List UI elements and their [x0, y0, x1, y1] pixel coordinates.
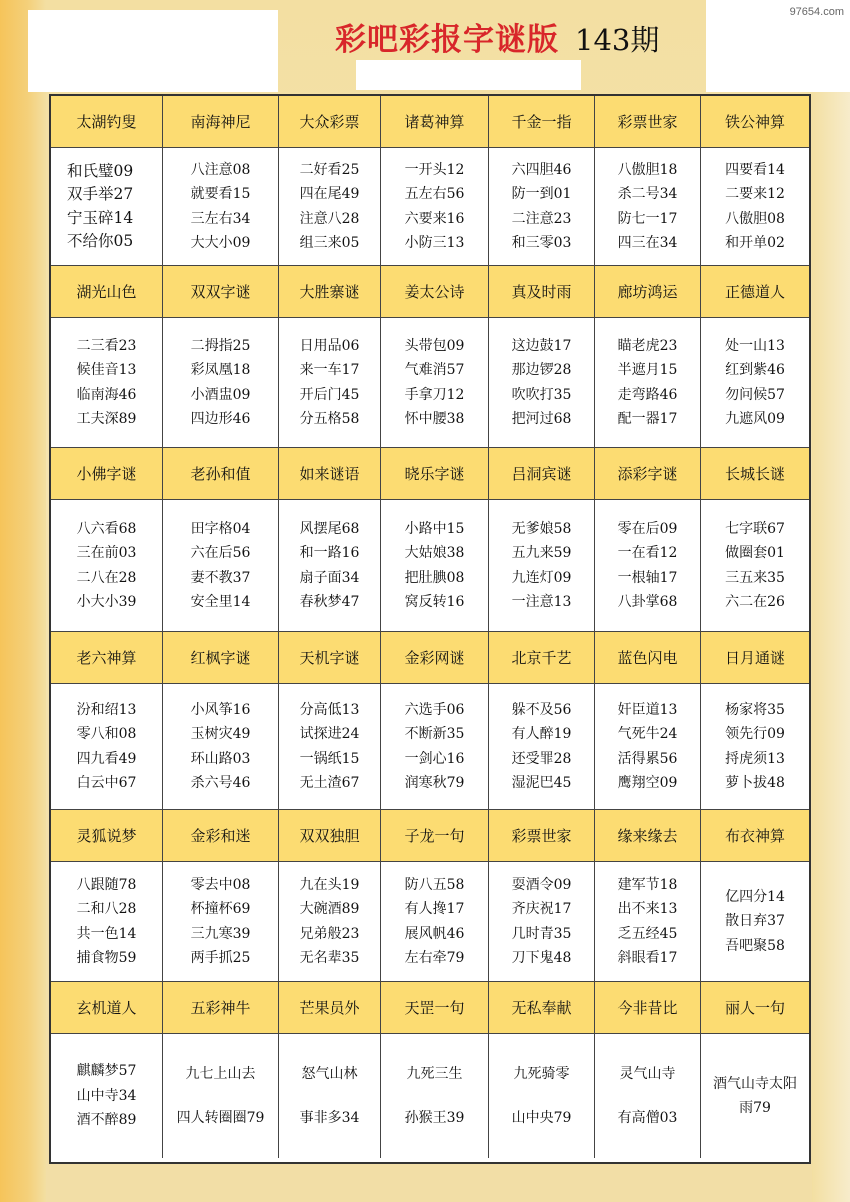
- clue-line: 一剑心16: [404, 750, 465, 767]
- clue-line: 开后门45: [299, 386, 360, 403]
- clue-line: 八注意08: [190, 161, 251, 178]
- clue-line: 春秋梦47: [299, 594, 360, 610]
- column-header: 诸葛神算: [381, 96, 489, 148]
- clue-line: 小路中15: [404, 520, 465, 537]
- clue-line: 手拿刀12: [404, 386, 465, 403]
- column-header: 廊坊鸿运: [595, 266, 701, 318]
- clue-line: 扇子面34: [299, 569, 360, 586]
- clue-line: 无土渣67: [299, 775, 360, 791]
- clue-line: 零去中08: [190, 876, 251, 893]
- column-header: 五彩神牛: [163, 982, 279, 1034]
- clue-line: 九七上山去: [185, 1065, 256, 1082]
- issue-number: 143期: [575, 23, 660, 57]
- table-cell: [489, 318, 595, 448]
- clue-line: 工夫深89: [76, 411, 137, 427]
- clue-line: 八六看68: [76, 520, 137, 537]
- clue-line: 事非多34: [299, 1109, 360, 1126]
- table-cell: [701, 318, 809, 448]
- clue-line: 山中寺34: [76, 1087, 137, 1104]
- clue-line: 妻不教37: [190, 569, 251, 586]
- clue-line: 四九看49: [76, 750, 137, 767]
- clue-line: 半遮月15: [617, 362, 678, 378]
- column-header: 真及时雨: [489, 266, 595, 318]
- clue-line: 杀六号46: [190, 775, 251, 791]
- clue-line: 防八五58: [404, 876, 465, 893]
- clue-line: 临南海46: [76, 386, 137, 403]
- table-cell: [595, 1034, 701, 1158]
- table-cell: [279, 148, 381, 266]
- clue-line: 六选手06: [404, 701, 465, 718]
- clue-line: 勿问候57: [725, 386, 785, 403]
- table-cell: [381, 862, 489, 982]
- table-cell: [381, 684, 489, 810]
- clue-line: 润寒秋79: [404, 775, 465, 791]
- clue-line: 大姑娘38: [404, 545, 465, 561]
- table-cell: [595, 500, 701, 632]
- clue-line: 躲不及56: [511, 701, 572, 718]
- clue-line: 几时青35: [511, 925, 572, 942]
- clue-line: 不给你05: [67, 232, 134, 250]
- clue-line: 防一到01: [511, 186, 572, 202]
- table-cell: [701, 684, 809, 810]
- clue-line: 宁玉碎14: [67, 208, 134, 227]
- table-cell: [51, 148, 163, 266]
- column-header: 吕洞宾谜: [489, 448, 595, 500]
- column-header: 彩票世家: [489, 810, 595, 862]
- table-cell: [701, 148, 809, 266]
- table-cell: [279, 1034, 381, 1158]
- clue-line: 和三零03: [511, 235, 572, 251]
- clue-line: 做圈套01: [725, 545, 785, 561]
- table-cell: [51, 1034, 163, 1158]
- clue-line: 有人醉19: [511, 726, 572, 742]
- clue-line: 和一路16: [299, 545, 360, 561]
- clue-line: 建军节18: [617, 876, 678, 893]
- table-cell: [381, 500, 489, 632]
- column-header: 子龙一句: [381, 810, 489, 862]
- clue-line: 六二在26: [725, 594, 785, 610]
- column-header: 千金一指: [489, 96, 595, 148]
- table-cell: [701, 1034, 809, 1158]
- column-header: 太湖钓叟: [51, 96, 163, 148]
- clue-line: 走弯路46: [617, 386, 678, 403]
- clue-line: 和氏璧09: [67, 161, 134, 180]
- clue-line: 配一器17: [617, 411, 678, 427]
- clue-line: 九连灯09: [511, 569, 572, 586]
- clue-line: 领先行09: [725, 726, 785, 742]
- clue-line: 分五格58: [299, 411, 360, 427]
- table-cell: [51, 318, 163, 448]
- column-header: 丽人一句: [701, 982, 809, 1034]
- clue-line: 鹰翔空09: [617, 775, 678, 791]
- column-header: 姜太公诗: [381, 266, 489, 318]
- table-cell: [489, 500, 595, 632]
- column-header: 布衣神算: [701, 810, 809, 862]
- column-header: 大胜寨谜: [279, 266, 381, 318]
- clue-line: 九在头19: [299, 876, 360, 893]
- clue-line: 气死牛24: [617, 726, 678, 742]
- clue-line: 大大小09: [190, 235, 251, 251]
- clue-line: 那边锣28: [511, 362, 572, 378]
- table-cell: [701, 500, 809, 632]
- clue-line: 环山路03: [190, 750, 251, 767]
- clue-line: 三左右34: [190, 210, 251, 227]
- clue-line: 兄弟般23: [299, 925, 360, 942]
- clue-line: 小酒盅09: [190, 386, 251, 403]
- table-cell: [381, 148, 489, 266]
- column-header: 红枫字谜: [163, 632, 279, 684]
- clue-line: 吾吧聚58: [725, 937, 785, 954]
- clue-line: 四边形46: [190, 411, 251, 427]
- clue-line: 候佳音13: [76, 362, 137, 378]
- clue-line: 安全里14: [190, 594, 251, 610]
- clue-line: 活得累56: [617, 750, 678, 767]
- clue-line: 亿四分14: [725, 888, 785, 905]
- clue-line: 奸臣道13: [617, 701, 678, 718]
- table-cell: [279, 500, 381, 632]
- table-cell: [279, 862, 381, 982]
- clue-line: 处一山13: [725, 337, 785, 354]
- column-header: 彩票世家: [595, 96, 701, 148]
- column-header: 蓝色闪电: [595, 632, 701, 684]
- clue-line: 注意八28: [299, 210, 360, 227]
- clue-line: 八傲胆18: [617, 161, 678, 178]
- clue-line: 就要看15: [190, 186, 251, 202]
- clue-line: 灵气山寺: [619, 1065, 676, 1082]
- column-header: 铁公神算: [701, 96, 809, 148]
- clue-line: 三在前03: [76, 545, 137, 561]
- clue-line: 刀下鬼48: [511, 950, 572, 966]
- column-header: 天机字谜: [279, 632, 381, 684]
- table-cell: [595, 862, 701, 982]
- clue-line: 瞄老虎23: [617, 337, 678, 354]
- clue-line: 八跟随78: [76, 876, 137, 893]
- clue-line: 五九来59: [511, 545, 572, 561]
- table-cell: [163, 1034, 279, 1158]
- clue-line: 六四胆46: [511, 161, 572, 178]
- table-cell: [51, 500, 163, 632]
- column-header: 双双独胆: [279, 810, 381, 862]
- clue-line: 小风筝16: [190, 701, 251, 718]
- table-cell: [381, 1034, 489, 1158]
- clue-line: 三九寒39: [190, 925, 251, 942]
- clue-line: 汾和绍13: [76, 701, 137, 718]
- column-header: 天罡一句: [381, 982, 489, 1034]
- clue-line: 展风帆46: [404, 925, 465, 942]
- blank-area-center: [356, 60, 581, 90]
- clue-line: 齐庆祝17: [511, 901, 572, 917]
- table-cell: [489, 1034, 595, 1158]
- watermark: 97654.com: [789, 6, 844, 18]
- column-header: 芒果员外: [279, 982, 381, 1034]
- clue-line: 耍酒令09: [511, 876, 572, 893]
- table-cell: [163, 148, 279, 266]
- clue-line: 一锅纸15: [299, 750, 360, 767]
- table-cell: [163, 684, 279, 810]
- clue-line: 来一车17: [299, 362, 360, 378]
- clue-line: 零八和08: [76, 726, 137, 742]
- clue-line: 六在后56: [190, 545, 251, 561]
- column-header: 灵狐说梦: [51, 810, 163, 862]
- column-header: 南海神尼: [163, 96, 279, 148]
- clue-line: 三五来35: [725, 569, 785, 586]
- clue-line: 九死三生: [406, 1065, 463, 1082]
- clue-line: 一在看12: [617, 545, 678, 561]
- clue-line: 这边鼓17: [511, 337, 572, 354]
- table-cell: [163, 318, 279, 448]
- clue-line: 出不来13: [617, 901, 678, 917]
- clue-line: 和开单02: [725, 235, 785, 251]
- table-cell: [595, 318, 701, 448]
- page-title: [335, 14, 660, 58]
- clue-line: 怒气山林: [301, 1065, 358, 1082]
- table-cell: [489, 148, 595, 266]
- clue-line: 把肚腆08: [404, 569, 465, 586]
- clue-line: 杯撞杯69: [190, 901, 251, 917]
- clue-line: 萝卜拔48: [725, 775, 785, 791]
- clue-line: 酒不醉89: [76, 1112, 137, 1129]
- column-header: 北京千艺: [489, 632, 595, 684]
- table-cell: [381, 318, 489, 448]
- column-header: 无私奉献: [489, 982, 595, 1034]
- clue-line: 七字联67: [725, 520, 785, 537]
- clue-line: 二八在28: [76, 569, 137, 586]
- table-cell: [51, 684, 163, 810]
- column-header: 玄机道人: [51, 982, 163, 1034]
- clue-line: 二注意23: [511, 210, 572, 227]
- table-cell: [701, 862, 809, 982]
- column-header: 大众彩票: [279, 96, 381, 148]
- clue-line: 二和八28: [76, 901, 137, 917]
- table-cell: [489, 862, 595, 982]
- column-header: 老六神算: [51, 632, 163, 684]
- clue-line: 两手抓25: [190, 950, 251, 966]
- column-header: 双双字谜: [163, 266, 279, 318]
- title-main: 彩吧彩报字谜版: [335, 22, 559, 58]
- clue-line: 杀二号34: [617, 186, 678, 202]
- clue-line: 六要来16: [404, 210, 465, 227]
- clue-line: 湿泥巴45: [511, 775, 572, 791]
- clue-line: 无爹娘58: [511, 520, 572, 537]
- clue-line: 不断新35: [404, 726, 465, 742]
- clue-line: 酒气山寺太阳雨79: [713, 1075, 797, 1116]
- clue-line: 玉树灾49: [190, 726, 251, 742]
- clue-line: 孙猴王39: [404, 1109, 465, 1126]
- column-header: 缘来缘去: [595, 810, 701, 862]
- table-cell: [279, 684, 381, 810]
- clue-line: 四三在34: [617, 235, 678, 251]
- clue-line: 把河过68: [511, 411, 572, 427]
- clue-line: 试探进24: [299, 726, 360, 742]
- column-header: 金彩和迷: [163, 810, 279, 862]
- clue-line: 共一色14: [76, 925, 137, 942]
- clue-line: 无名辈35: [299, 950, 360, 966]
- clue-line: 四在尾49: [299, 186, 360, 202]
- clue-line: 彩凤凰18: [190, 362, 251, 378]
- clue-line: 斜眼看17: [617, 950, 678, 966]
- column-header: 小佛字谜: [51, 448, 163, 500]
- clue-line: 麒麟梦57: [76, 1063, 137, 1080]
- clue-line: 一开头12: [404, 161, 465, 178]
- clue-line: 捋虎须13: [725, 750, 785, 767]
- clue-line: 捕食物59: [76, 950, 137, 966]
- table-cell: [163, 862, 279, 982]
- table-cell: [163, 500, 279, 632]
- clue-line: 风摆尾68: [299, 520, 360, 537]
- clue-line: 大碗酒89: [299, 901, 360, 917]
- left-decoration-band: [0, 0, 46, 1202]
- column-header: 湖光山色: [51, 266, 163, 318]
- clue-line: 小大小39: [76, 594, 137, 610]
- clue-line: 四人转圈圈79: [176, 1109, 265, 1126]
- clue-line: 八傲胆08: [725, 210, 785, 227]
- blank-area-left: [28, 10, 278, 92]
- clue-line: 还受罪28: [511, 750, 572, 767]
- clue-line: 一注意13: [511, 594, 572, 610]
- clue-line: 吹吹打35: [511, 386, 572, 403]
- clue-line: 九死骑零: [513, 1065, 570, 1082]
- clue-line: 山中央79: [511, 1109, 572, 1126]
- table-cell: [51, 862, 163, 982]
- puzzle-table: [49, 94, 811, 1164]
- clue-line: 组三来05: [299, 235, 360, 251]
- clue-line: 日用品06: [299, 337, 360, 354]
- clue-line: 二拇指25: [190, 337, 251, 354]
- clue-line: 四要看14: [725, 161, 785, 178]
- clue-line: 九遮风09: [725, 411, 785, 427]
- clue-line: 防七一17: [617, 210, 678, 227]
- right-decoration-band: [812, 0, 850, 1202]
- table-cell: [595, 684, 701, 810]
- clue-line: 气难消57: [404, 362, 465, 378]
- clue-line: 乏五经45: [617, 925, 678, 942]
- clue-line: 双手举27: [67, 185, 134, 203]
- column-header: 添彩字谜: [595, 448, 701, 500]
- column-header: 长城长谜: [701, 448, 809, 500]
- column-header: 今非昔比: [595, 982, 701, 1034]
- clue-line: 八卦掌68: [617, 594, 678, 610]
- column-header: 老孙和值: [163, 448, 279, 500]
- clue-line: 二好看25: [299, 161, 360, 178]
- clue-line: 怀中腰38: [404, 411, 465, 427]
- clue-line: 零在后09: [617, 520, 678, 537]
- clue-line: 散日弃37: [725, 913, 785, 930]
- clue-line: 白云中67: [76, 775, 137, 791]
- clue-line: 头带包09: [404, 337, 465, 354]
- clue-line: 窝反转16: [404, 594, 465, 610]
- column-header: 如来谜语: [279, 448, 381, 500]
- clue-line: 小防三13: [404, 235, 465, 251]
- column-header: 正德道人: [701, 266, 809, 318]
- column-header: 晓乐字谜: [381, 448, 489, 500]
- column-header: 金彩网谜: [381, 632, 489, 684]
- clue-line: 二三看23: [76, 337, 137, 354]
- clue-line: 五左右56: [404, 186, 465, 202]
- table-cell: [595, 148, 701, 266]
- clue-line: 分高低13: [299, 701, 360, 718]
- clue-line: 有人搀17: [404, 901, 465, 917]
- clue-line: 一根轴17: [617, 569, 678, 586]
- clue-line: 左右牵79: [404, 950, 465, 966]
- column-header: 日月通谜: [701, 632, 809, 684]
- clue-line: 红到紫46: [725, 362, 785, 378]
- clue-line: 有高僧03: [617, 1109, 678, 1126]
- clue-line: 杨家将35: [725, 701, 785, 718]
- clue-line: 田字格04: [190, 520, 251, 537]
- table-cell: [489, 684, 595, 810]
- clue-line: 二要来12: [725, 186, 785, 202]
- table-cell: [279, 318, 381, 448]
